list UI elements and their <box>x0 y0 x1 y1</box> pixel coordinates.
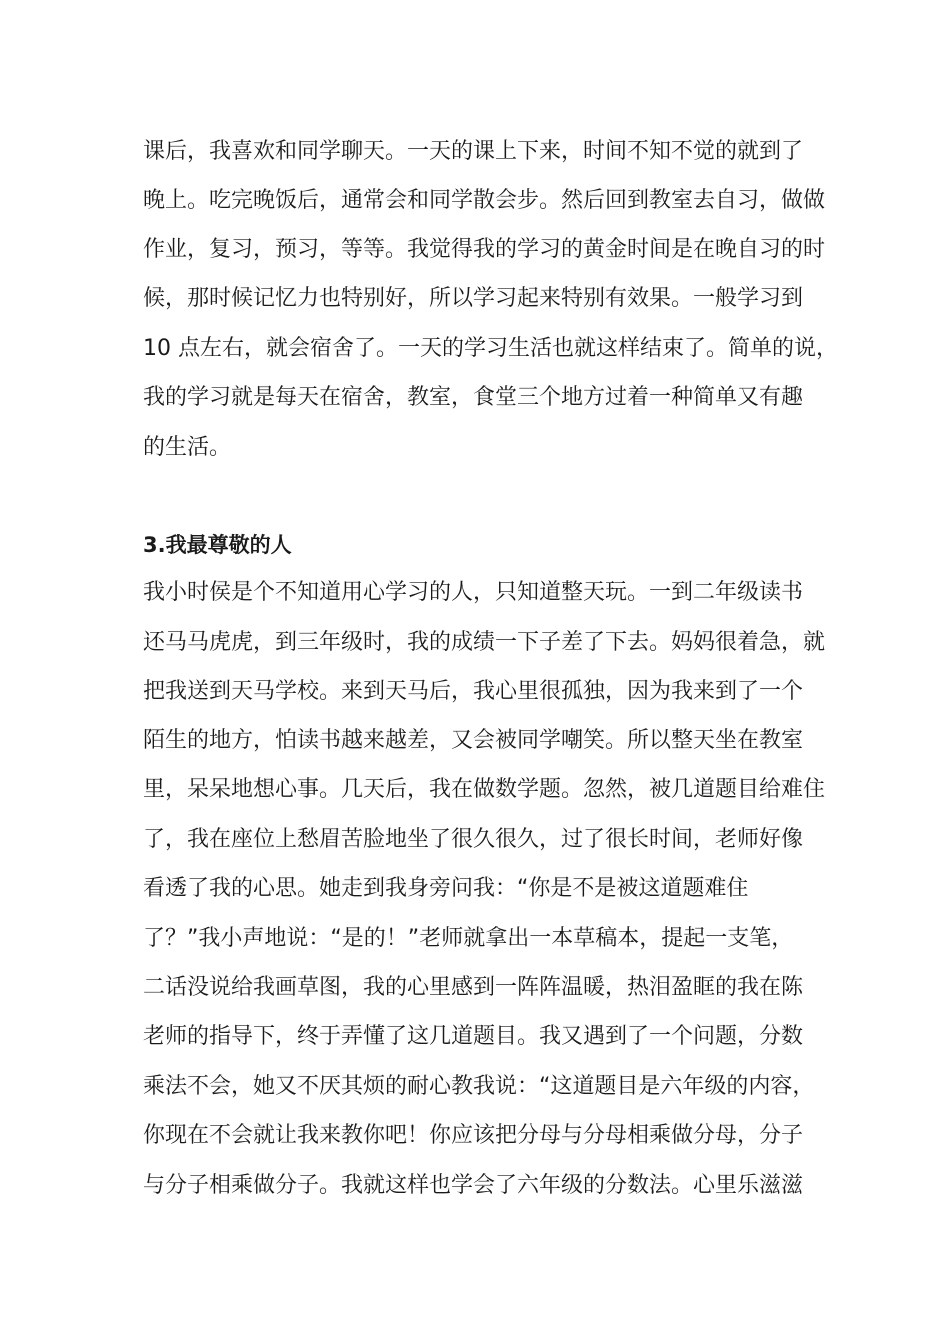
paragraph-line: 里，呆呆地想心事。几天后，我在做数学题。忽然，被几道题目给难住 <box>143 777 826 802</box>
paragraph-line: 还马马虎虎，到三年级时，我的成绩一下子差了下去。妈妈很着急，就 <box>143 630 826 655</box>
section-heading: 3.我最尊敬的人 <box>143 533 292 557</box>
paragraph-line: 二话没说给我画草图，我的心里感到一阵阵温暖，热泪盈眶的我在陈 <box>143 975 804 1000</box>
paragraph-line: 我的学习就是每天在宿舍，教室，食堂三个地方过着一种简单又有趣 <box>143 385 804 410</box>
paragraph-line: 了？”我小声地说：“是的！”老师就拿出一本草稿本，提起一支笔， <box>143 926 794 951</box>
paragraph-line: 10 点左右，就会宿舍了。一天的学习生活也就这样结束了。简单的说， <box>143 336 838 361</box>
paragraph-line: 把我送到天马学校。来到天马后，我心里很孤独，因为我来到了一个 <box>143 679 804 704</box>
paragraph-line: 课后，我喜欢和同学聊天。一天的课上下来，时间不知不觉的就到了 <box>143 139 804 164</box>
paragraph-line: 作业，复习，预习，等等。我觉得我的学习的黄金时间是在晚自习的时 <box>143 237 826 262</box>
paragraph-line: 看透了我的心思。她走到我身旁问我：“你是不是被这道题难住 <box>143 876 749 901</box>
paragraph-line: 乘法不会，她又不厌其烦的耐心教我说：“这道题目是六年级的内容， <box>143 1074 815 1099</box>
paragraph-line: 你现在不会就让我来教你吧！你应该把分母与分母相乘做分母，分子 <box>143 1123 804 1148</box>
paragraph-line: 了，我在座位上愁眉苦脸地坐了很久很久，过了很长时间，老师好像 <box>143 827 804 852</box>
paragraph-line: 老师的指导下，终于弄懂了这几道题目。我又遇到了一个问题，分数 <box>143 1024 804 1049</box>
paragraph-line: 我小时侯是个不知道用心学习的人，只知道整天玩。一到二年级读书 <box>143 580 804 605</box>
paragraph-line: 陌生的地方，怕读书越来越差，又会被同学嘲笑。所以整天坐在教室 <box>143 728 804 753</box>
paragraph-line: 与分子相乘做分子。我就这样也学会了六年级的分数法。心里乐滋滋 <box>143 1173 804 1198</box>
paragraph-line: 的生活。 <box>143 435 232 460</box>
paragraph-line: 晚上。吃完晚饭后，通常会和同学散会步。然后回到教室去自习，做做 <box>143 188 826 213</box>
paragraph-line: 候，那时候记忆力也特别好，所以学习起来特别有效果。一般学习到 <box>143 286 804 311</box>
